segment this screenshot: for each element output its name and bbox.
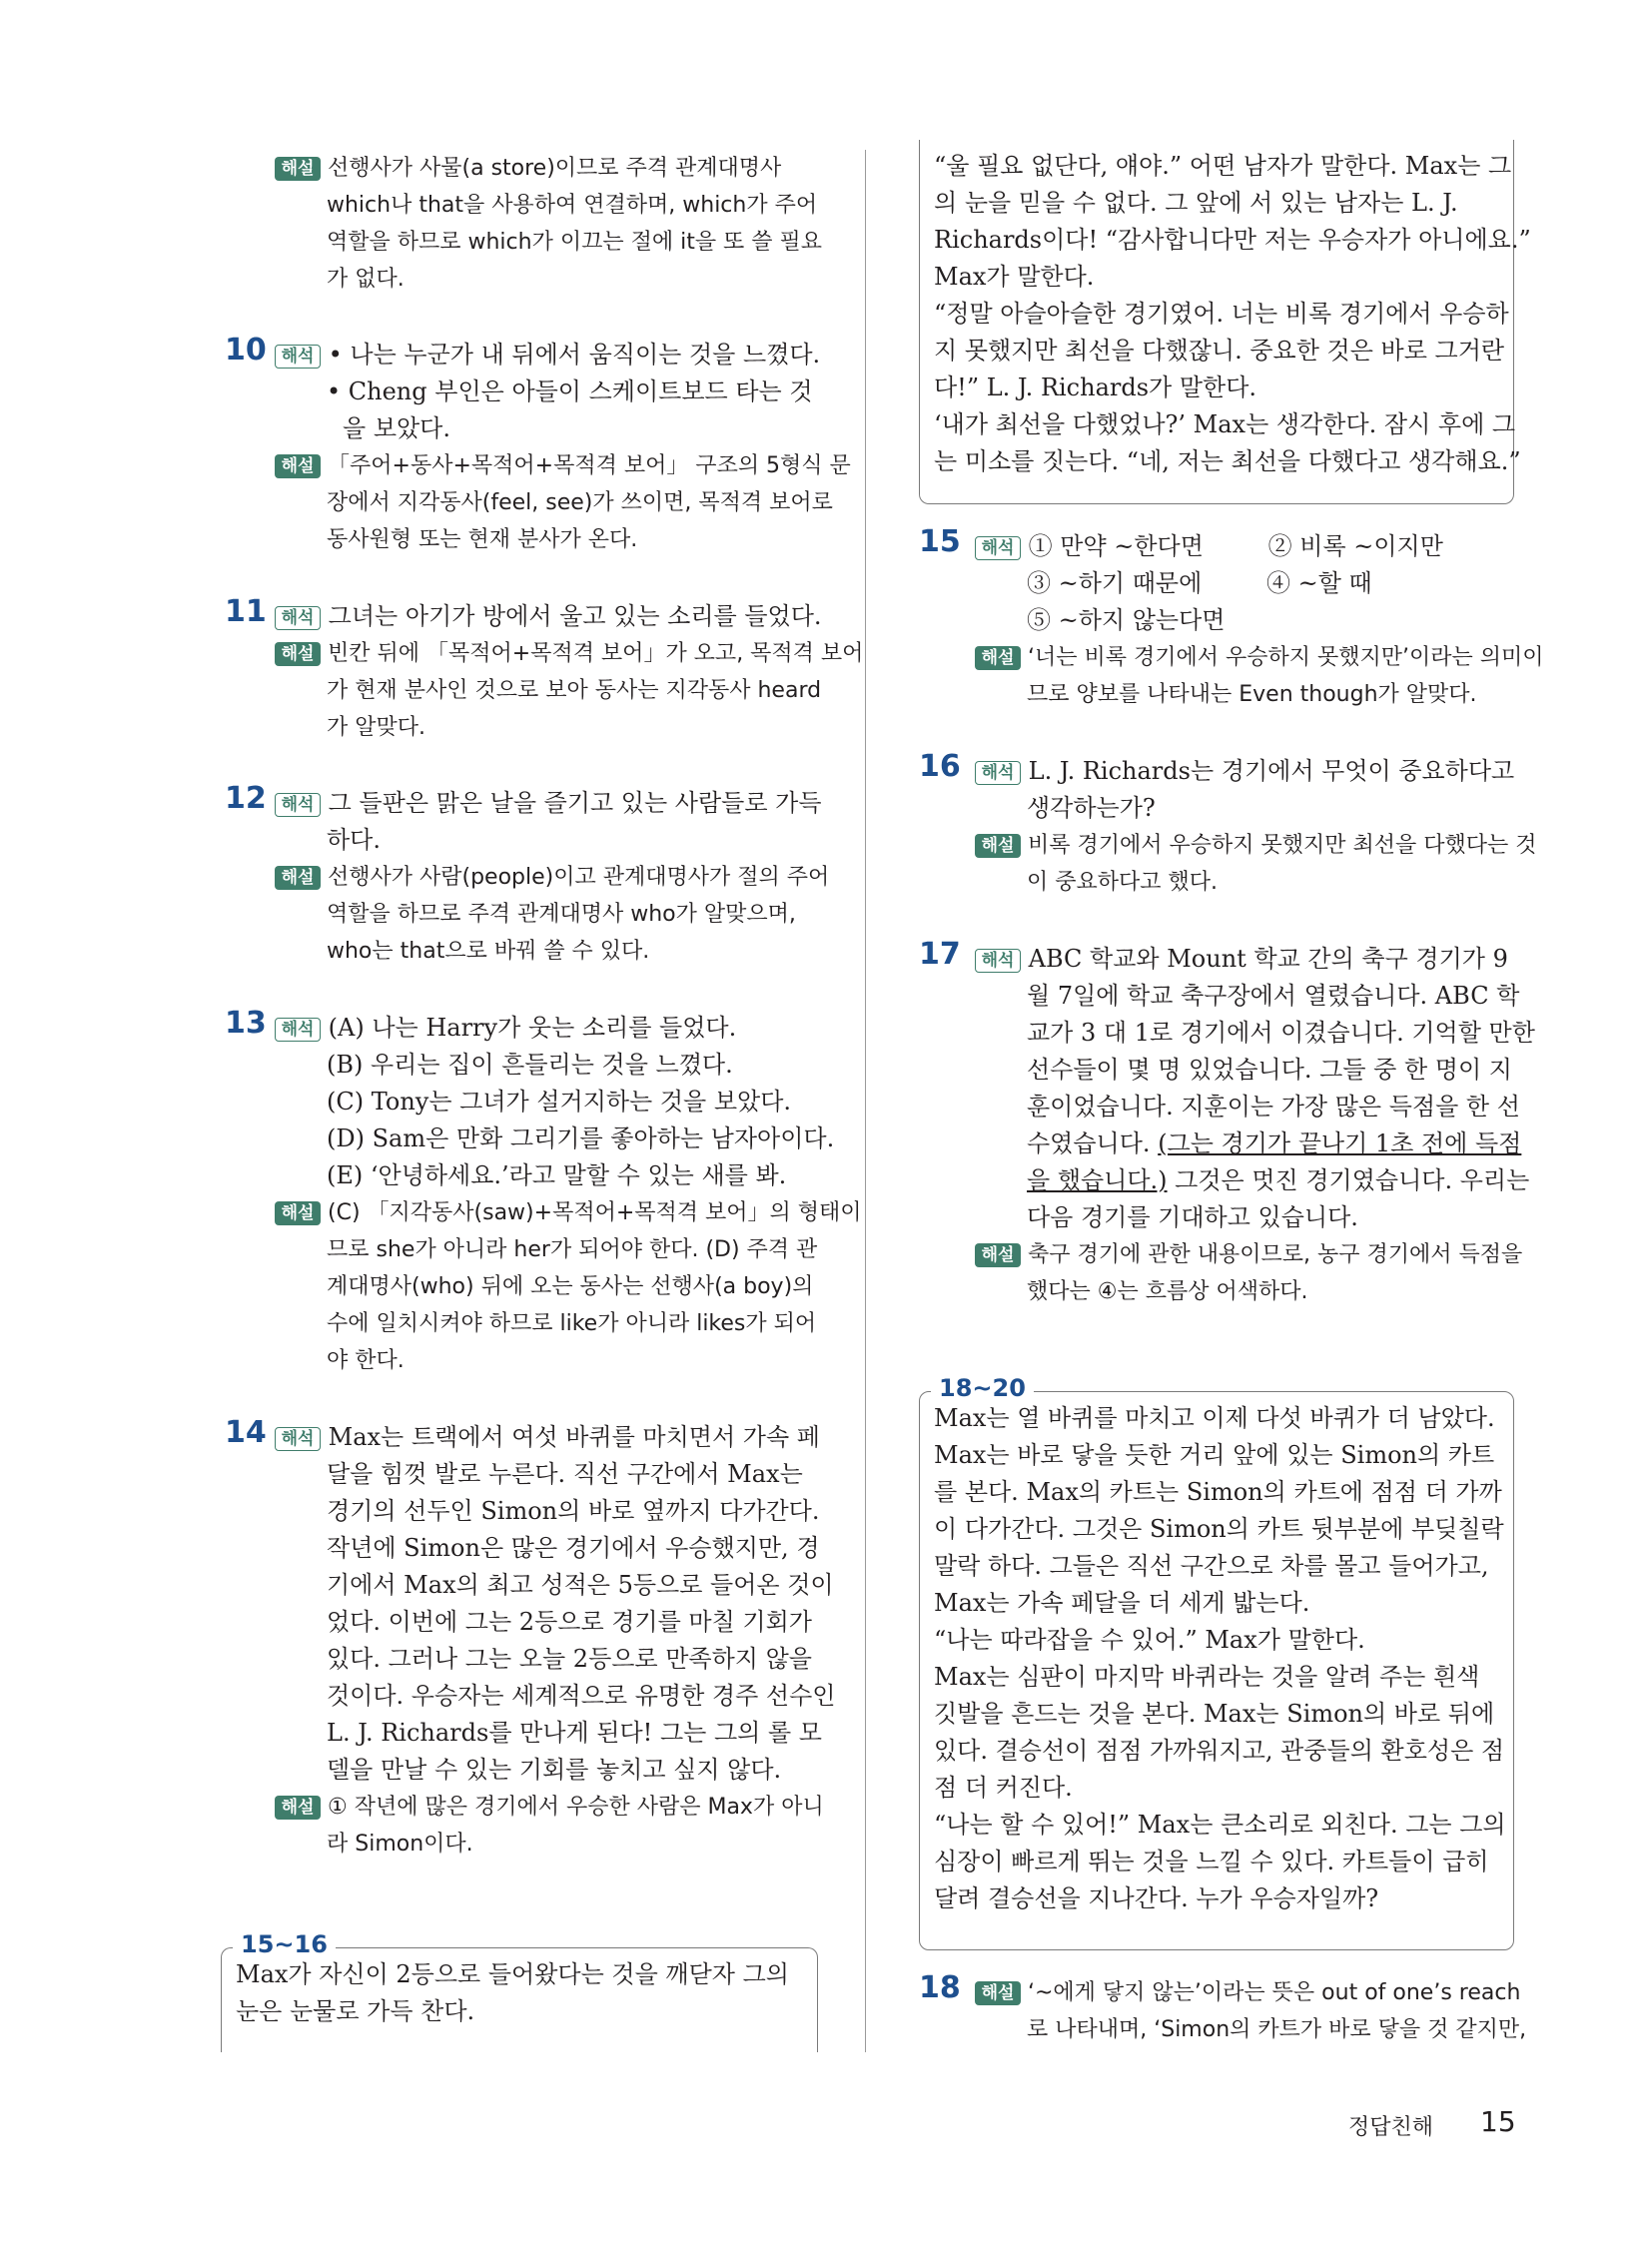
explanation-badge: 해설 (275, 454, 321, 478)
page-number: 15 (1480, 2105, 1516, 2138)
question-number: 10 (225, 333, 267, 368)
explanation-badge: 해설 (975, 1981, 1021, 2005)
question-number: 17 (919, 937, 961, 972)
q18-block: 해설 ‘~에게 닿지 않는’이라는 뜻은 out of one’s reach 로 나타내며, ‘Simon의 카트가 바로 닿을 것 같지만, (975, 1974, 1526, 2048)
explanation-badge: 해설 (275, 866, 321, 890)
q16-block: 해석 L. J. Richards는 경기에서 무엇이 중요하다고 생각하는가? 해설 비록 경기에서 우승하지 못했지만 최선을 다했다는 것 이 중요하다고 했다. (975, 753, 1537, 901)
underlined-sentence: (그는 경기가 끝나기 1초 전에 득점 (1158, 1129, 1522, 1157)
question-number: 15 (919, 524, 961, 559)
q9-explanation: 해설 선행사가 사물(a store)이므로 주격 관계대명사 which나 that을 사용하여 연결하며, which가 주어 역할을 하므로 which가 이끄는 절에 it을 또 쓸 필요 가 없다. (275, 150, 822, 298)
explanation-badge: 해설 (975, 646, 1021, 670)
explanation-badge: 해설 (975, 834, 1021, 858)
question-number: 12 (225, 781, 267, 816)
q15-block: 해석 ① 만약 ~한다면 ② 비록 ~이지만 ③ ~하기 때문에 ④ ~할 때 ⑤ ~하지 않는다면 해설 ‘너는 비록 경기에서 우승하지 못했지만’이라는 의미이 므로 양보를 나타내는 Even though가 알맞다. (975, 528, 1544, 713)
translation-badge: 해석 (275, 793, 321, 817)
translation-badge: 해석 (275, 606, 321, 630)
q10-block: 해석 • 나는 누군가 내 뒤에서 움직이는 것을 느꼈다. • Cheng 부인은 아들이 스케이트보드 타는 것 을 보았다. 해설 「주어+동사+목적어+목적격 보어」 구조의 5형식 문 장에서 지각동사(feel, see)가 쓰이면, 목적격 보어로 동사원형 또는 현재 분사가 온다. (275, 337, 851, 558)
passage-box-continued: “울 필요 없단다, 얘야.” 어떤 남자가 말한다. Max는 그 의 눈을 믿을 수 없다. 그 앞에 서 있는 남자는 L. J. Richards이다! “감사합니다만 저는 우승자가 아니에요.” Max가 말한다. “정말 아슬아슬한 경기였어. 너는 비록 경기에서 우승하 지 못했지만 최선을 다했잖니. 중요한 것은 바로 그거란 다!” L. J. Richards가 말한다. ‘내가 최선을 다했었나?’ Max는 생각한다. 잠시 후에 그 는 미소를 짓는다. “네, 저는 최선을 다했다고 생각해요.” (919, 140, 1514, 504)
explanation-badge: 해설 (275, 1201, 321, 1225)
passage-box-label: 18~20 (931, 1374, 1034, 1402)
q17-block: 해석 ABC 학교와 Mount 학교 간의 축구 경기가 9 월 7일에 학교 축구장에서 열렸습니다. ABC 학 교가 3 대 1로 경기에서 이겼습니다. 기억할 만한 선수들이 몇 명 있었습니다. 그들 중 한 명이 지 훈이었습니다. 지훈이는 가장 많은 득점을 한 선 수였습니다. (그는 경기가 끝나기 1초 전에 득점 을 했습니다.) 그것은 멋진 경기였습니다. 우리는 다음 경기를 기대하고 있습니다. 해설 축구 경기에 관한 내용이므로, 농구 경기에서 득점을 했다는 ④는 흐름상 어색하다. (975, 941, 1535, 1310)
passage-box-15-16: Max가 자신이 2등으로 들어왔다는 것을 깨닫자 그의 눈은 눈물로 가득 찬다. (221, 1947, 818, 2052)
translation-badge: 해석 (975, 761, 1021, 785)
question-number: 14 (225, 1415, 267, 1450)
translation-badge: 해석 (975, 536, 1021, 560)
question-number: 16 (919, 749, 961, 784)
translation-badge: 해석 (275, 1018, 321, 1042)
underlined-sentence: 을 했습니다.) (1027, 1166, 1168, 1194)
q11-block: 해석 그녀는 아기가 방에서 울고 있는 소리를 들었다. 해설 빈칸 뒤에 「목적어+목적격 보어」가 오고, 목적격 보어 가 현재 분사인 것으로 보아 동사는 지각동사 heard 가 알맞다. (275, 598, 863, 746)
passage-box-18-20: Max는 열 바퀴를 마치고 이제 다섯 바퀴가 더 남았다. Max는 바로 닿을 듯한 거리 앞에 있는 Simon의 카트 를 본다. Max의 카트는 Simon의 카트에 점점 더 가까 이 다가간다. 그것은 Simon의 카트 뒷부분에 부딪칠락 말락 하다. 그들은 직선 구간으로 차를 몰고 들어가고, Max는 가속 페달을 더 세게 밟는다. “나는 따라잡을 수 있어.” Max가 말한다. Max는 심판이 마지막 바퀴라는 것을 알려 주는 흰색 깃발을 흔드는 것을 본다. Max는 Simon의 바로 뒤에 있다. 결승선이 점점 가까워지고, 관중들의 환호성은 점 점 더 커진다. “나는 할 수 있어!” Max는 큰소리로 외친다. 그는 그의 심장이 빠르게 뛰는 것을 느낄 수 있다. 카트들이 급히 달려 결승선을 지나간다. 누가 우승자일까? (919, 1391, 1514, 1950)
passage-box-label: 15~16 (233, 1930, 336, 1958)
translation-badge: 해석 (275, 1427, 321, 1451)
column-divider (865, 150, 866, 2052)
q12-block: 해석 그 들판은 맑은 날을 즐기고 있는 사람들로 가득 하다. 해설 선행사가 사람(people)이고 관계대명사가 절의 주어 역할을 하므로 주격 관계대명사 who가 알맞으며, who는 that으로 바꿔 쓸 수 있다. (275, 785, 829, 970)
question-number: 18 (919, 1970, 961, 2005)
translation-badge: 해석 (275, 345, 321, 369)
explanation-badge: 해설 (275, 157, 321, 181)
explanation-badge: 해설 (275, 642, 321, 666)
q13-block: 해석 (A) 나는 Harry가 웃는 소리를 들었다. (B) 우리는 집이 흔들리는 것을 느꼈다. (C) Tony는 그녀가 설거지하는 것을 보았다. (D) Sam은 만화 그리기를 좋아하는 남자아이다. (E) ‘안녕하세요.’라고 말할 수 있는 새를 봐. 해설 (C) 「지각동사(saw)+목적어+목적격 보어」의 형태이 므로 she가 아니라 her가 되어야 한다. (D) 주격 관 계대명사(who) 뒤에 오는 동사는 선행사(a boy)의 수에 일치시켜야 하므로 like가 아니라 likes가 되어 야 한다. (275, 1010, 862, 1379)
explanation-badge: 해설 (975, 1243, 1021, 1267)
footer-book-label: 정답친해 (1348, 2115, 1434, 2140)
question-number: 11 (225, 594, 267, 629)
question-number: 13 (225, 1006, 267, 1041)
explanation-badge: 해설 (275, 1796, 321, 1820)
translation-badge: 해석 (975, 949, 1021, 973)
q14-block: 해석 Max는 트랙에서 여섯 바퀴를 마치면서 가속 페 달을 힘껏 발로 누른다. 직선 구간에서 Max는 경기의 선두인 Simon의 바로 옆까지 다가간다. 작년에 Simon은 많은 경기에서 우승했지만, 경 기에서 Max의 최고 성적은 5등으로 들어온 것이 었다. 이번에 그는 2등으로 경기를 마칠 기회가 있다. 그러나 그는 오늘 2등으로 만족하지 않을 것이다. 우승자는 세계적으로 유명한 경주 선수인 L. J. Richards를 만나게 된다! 그는 그의 롤 모 델을 만날 수 있는 기회를 놓치고 싶지 않다. 해설 ① 작년에 많은 경기에서 우승한 사람은 Max가 아니 라 Simon이다. (275, 1419, 835, 1863)
